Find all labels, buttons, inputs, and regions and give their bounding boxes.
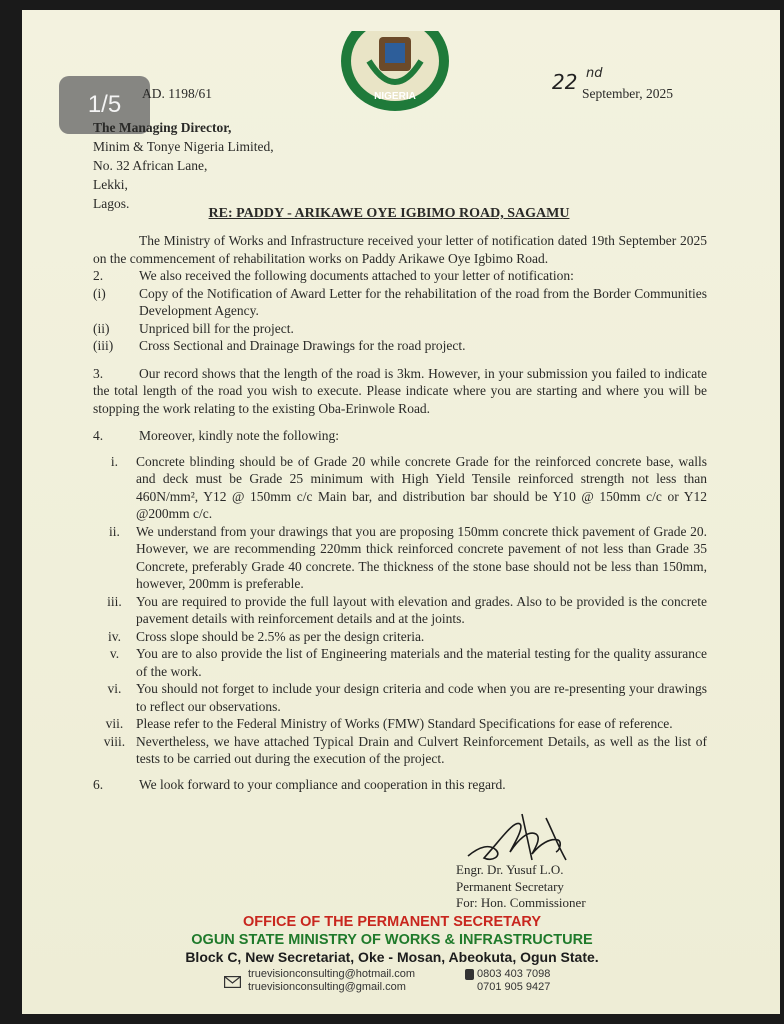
list-label: i. xyxy=(110,453,119,469)
date-day-suffix: nd xyxy=(586,66,603,81)
list-item xyxy=(93,680,707,715)
list-text: We understand from your drawings that you are proposing 150mm concrete thick pavement of Grade 20. However, we are recommending 220mm thick reinforced concrete pavement of not less than Grade 35 Concrete, preferably Grade 40 concrete. The thickness of the stone base should not be less than 150mm, however, 200mm is preferable. xyxy=(136,523,707,591)
email-address: truevisionconsulting@hotmail.com xyxy=(248,968,416,980)
paragraph-3 xyxy=(93,365,707,418)
list-label: (i) xyxy=(93,285,106,301)
list-item xyxy=(93,337,707,355)
nigeria-coat-of-arms-seal xyxy=(339,31,451,111)
list-item xyxy=(93,645,707,680)
list-text: Concrete blinding should be of Grade 20 while concrete Grade for the reinforced concrete base, walls and deck must be Grade 25 minimum with High Yield Tensile reinforced strength not less than 460N/mm², Y12 @ 150mm c/c Main bar, and distribution bar should be Y10 @ 150mm c/c or Y12 @200mm c/c. xyxy=(136,453,707,521)
footer-emails xyxy=(248,968,415,994)
paragraph-1: The Ministry of Works and Infrastructure received your letter of notification dated 19th September 2025 on the commencement of rehabilitation works on Paddy Arikawe Oye Igbimo Road. xyxy=(93,233,707,266)
date-month-year: September, 2025 xyxy=(582,86,673,101)
list-text: Please refer to the Federal Ministry of Works (FMW) Standard Specifications for ease of reference. xyxy=(136,716,673,731)
recipient-address xyxy=(93,118,274,213)
letter-date xyxy=(552,66,673,101)
letter-body xyxy=(93,232,707,793)
subject-text: RE: PADDY - ARIKAWE OYE IGBIMO ROAD, SAGAMU xyxy=(208,206,570,221)
paragraph-4 xyxy=(93,427,707,445)
list-text: Cross slope should be 2.5% as per the design criteria. xyxy=(136,628,425,644)
address-line: Minim & Tonye Nigeria Limited, xyxy=(93,139,274,154)
footer-phones xyxy=(465,968,550,994)
list-label: vi. xyxy=(107,681,122,696)
reference-number: AD. 1198/61 xyxy=(142,86,212,101)
list-item xyxy=(93,523,707,593)
list-label: (iii) xyxy=(93,338,114,353)
paragraph-text: Moreover, kindly note the following: xyxy=(139,428,340,443)
paragraph-number: 2. xyxy=(93,268,104,283)
letter-subject xyxy=(0,206,784,222)
address-line: Lagos. xyxy=(93,196,130,211)
footer-ministry: OGUN STATE MINISTRY OF WORKS & INFRASTRUCTURE xyxy=(191,932,593,948)
signatory-name: Engr. Dr. Yusuf L.O. xyxy=(456,862,564,877)
list-text: Unpriced bill for the project. xyxy=(139,320,294,336)
list-label: ii. xyxy=(109,523,120,539)
paragraph-number: 6. xyxy=(93,776,104,792)
signatory-for: For: Hon. Commissioner xyxy=(456,895,586,910)
list-item xyxy=(93,715,707,733)
list-label: viii. xyxy=(103,733,126,749)
paragraph-number: 3. xyxy=(93,365,104,381)
list-item xyxy=(93,628,707,646)
footer-address: Block C, New Secretariat, Oke - Mosan, Abeokuta, Ogun State. xyxy=(185,949,599,965)
list-item xyxy=(93,320,707,338)
list-item xyxy=(93,285,707,320)
list-label: (ii) xyxy=(93,320,110,336)
signatory-block xyxy=(456,862,586,912)
phone-icon xyxy=(465,969,474,980)
list-item xyxy=(93,733,707,768)
list-text: Cross Sectional and Drainage Drawings for the road project. xyxy=(139,338,466,353)
list-text: Nevertheless, we have attached Typical Drain and Culvert Reinforcement Details, as well as the list of tests to be carried out during the execution of the project. xyxy=(136,733,707,766)
envelope-icon xyxy=(224,976,241,988)
paragraph-6 xyxy=(93,776,707,794)
email-address: truevisionconsulting@gmail.com xyxy=(248,981,406,993)
phone-number: 0701 905 9427 xyxy=(477,981,551,993)
list-text: Copy of the Notification of Award Letter for the rehabilitation of the road from the Border Communities Development Agency. xyxy=(139,285,707,318)
paragraph-text: Our record shows that the length of the road is 3km. However, in your submission you failed to indicate the total length of the road you wish to execute. Please indicate where you are starting and where you will be stopping the work relating to the existing Oba-Erinwole Road. xyxy=(93,365,707,416)
paragraph-number: 4. xyxy=(93,428,104,443)
paragraph-text: We look forward to your compliance and cooperation in this regard. xyxy=(139,776,506,792)
seal-label: NIGERIA xyxy=(374,91,416,102)
paragraph-2 xyxy=(93,267,707,285)
signatory-title: Permanent Secretary xyxy=(456,878,564,894)
date-day-handwritten: 22 xyxy=(552,70,578,94)
phone-number: 0803 403 7098 xyxy=(477,968,551,980)
list-text: You are to also provide the list of Engineering materials and the material testing for the quality assurance of the work. xyxy=(136,646,707,679)
list-text: You should not forget to include your design criteria and code when you are re-presenting your drawings to reflect our observations. xyxy=(136,681,707,714)
list-label: iv. xyxy=(108,628,121,644)
address-line: No. 32 African Lane, xyxy=(93,158,208,173)
list-text: You are required to provide the full layout with elevation and grades. Also to be provided is the concrete pavement details with reinforcement details and at the joints. xyxy=(136,593,707,626)
list-label: vii. xyxy=(105,716,124,731)
list-item xyxy=(93,453,707,523)
footer-office-title: OFFICE OF THE PERMANENT SECRETARY xyxy=(242,914,542,930)
list-item xyxy=(93,593,707,628)
page-counter-badge[interactable]: 1/5 xyxy=(59,76,150,134)
address-line: The Managing Director, xyxy=(93,120,232,135)
address-line: Lekki, xyxy=(93,177,128,192)
paragraph-text: We also received the following documents attached to your letter of notification: xyxy=(139,268,574,283)
list-label: v. xyxy=(109,646,120,661)
list-label: iii. xyxy=(107,593,122,609)
